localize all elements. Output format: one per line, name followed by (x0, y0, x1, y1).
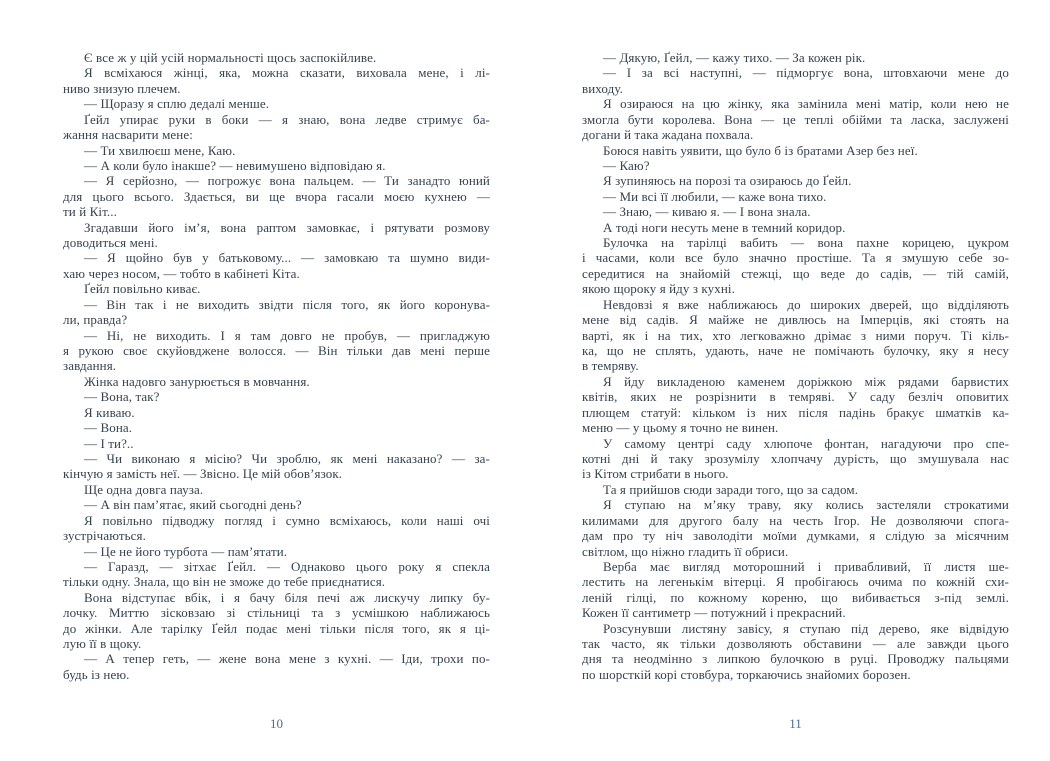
text-line: я рукою своє скуйовджене волосся. — Він тільки дав мені перше (63, 343, 490, 359)
page-number-right: 11 (789, 716, 802, 731)
text-line: — Ні, не виходить. І я там довго не пробув, — пригладжую (84, 327, 490, 343)
text-line: — І ти?.. (84, 435, 134, 451)
text-line: — Каю? (603, 157, 650, 173)
text-line: Булочка на тарілці вабить — вона пахне корицею, цукром (603, 235, 1009, 251)
text-line: меню — у цьому я точно не винен. (582, 420, 779, 436)
text-line: — Ми всі її любили, — каже вона тихо. (603, 188, 827, 204)
text-line: Ґейл повільно киває. (84, 281, 201, 297)
text-line: лестить на легенькім вітерці. Я пробігаюсь очима по кожній схи- (582, 574, 1009, 590)
text-line: кінчую я замість неї. — Звісно. Це мій обов’язок. (63, 466, 343, 482)
text-line: леній гілці, по кожному кореню, що вибивається з-під землі. (582, 589, 1009, 605)
text-line: завдання. (63, 358, 117, 374)
text-line: Жінка надовго занурюється в мовчання. (84, 373, 310, 389)
text-line: в темряву. (582, 358, 639, 374)
page-left-text (63, 50, 490, 682)
text-line: У самому центрі саду хлюпоче фонтан, нагадуючи про спе- (603, 435, 1009, 451)
text-line: — А тепер геть, — жене вона мене з кухні. — Іди, трохи по- (84, 651, 490, 667)
text-line: плющем статуй: кільком із них після падінь бракує шматків ка- (582, 404, 1009, 420)
text-line: із Кітом стрибати в нього. (582, 466, 729, 482)
text-line: Та я прийшов сюди заради того, що за садом. (603, 481, 859, 497)
text-line: тільки одну. Знала, що він не зможе до тебе приєднатися. (63, 574, 386, 590)
text-line: Верба має вигляд моторошний і привабливий, її листя ше- (603, 558, 1009, 574)
text-line: лую її в щоку. (63, 636, 142, 652)
text-line: ниво знизую плечем. (63, 80, 181, 96)
text-line: — І за всі наступні, — підморгує вона, штовхаючи мене до (603, 65, 1009, 81)
text-line: Я всміхаюся жінці, яка, можна сказати, виховала мене, і лі- (84, 65, 490, 81)
page-number-left: 10 (270, 716, 283, 731)
text-line: — Гаразд, — зітхає Ґейл. — Однаково цього року я спекла (84, 558, 490, 574)
text-line: середитися на знайомій стежці, що веде до садів, — тій самій, (582, 265, 1009, 281)
text-line: зустрічаються. (63, 528, 146, 544)
text-line: ли, правда? (63, 312, 128, 328)
text-line: хаю через носом, — тобто в кабінеті Кіта. (63, 265, 300, 281)
text-line: і часами, коли все було значно простіше. Та я змушую себе зо- (582, 250, 1009, 266)
text-line: — Дякую, Ґейл, — кажу тихо. — За кожен рік. (603, 50, 866, 65)
text-line: Ще одна довга пауза. (84, 481, 204, 497)
text-line: Кожен її сантиметр — потужний і прекрасний. (582, 605, 846, 621)
text-line: Я зупиняюсь на порозі та озираюсь до Ґейл. (603, 173, 852, 189)
text-line: варті, як і на тих, хто легковажно дрімає з ними поруч. Ті кіль- (582, 327, 1009, 343)
text-line: Згадавши його ім’я, вона раптом замовкає, і рятувати розмову (84, 219, 490, 235)
text-line: — Вона, так? (84, 389, 160, 405)
text-line: Є все ж у цій усій нормальності щось заспокійливе. (84, 50, 377, 65)
text-line: котні дні й таку зрозумілу хлопчачу дурість, що змушувала нас (582, 450, 1009, 466)
text-line: ка, що не сплять, удають, наче не помічають булочку, яку я несу (582, 343, 1009, 359)
text-line: Я киваю. (84, 404, 135, 420)
text-line: доводиться мені. (63, 235, 158, 251)
text-line: будь із нею. (63, 666, 130, 682)
text-line: А тоді ноги несуть мене в темний коридор. (603, 219, 846, 235)
text-line: змогла бути королева. Вона — це теплі обійми та ласка, заслужені (582, 111, 1009, 127)
text-line: мене від садів. Я майже не дивлюсь на Імперців, які стоять на (582, 312, 1009, 328)
text-line: світлом, що ніжно гладить її обриси. (582, 543, 789, 559)
text-line: — Ти хвилюєш мене, Каю. (84, 142, 236, 158)
text-line: жання насварити мене: (63, 127, 193, 143)
text-line: Невдовзі я вже наближаюсь до широких дверей, що відділяють (603, 296, 1009, 312)
text-line: — А коли було інакше? — невимушено відповідаю я. (84, 157, 386, 173)
text-line: дам про ту ніч заволодіти моїми думками, я слідую за місячним (582, 528, 1009, 544)
text-line: Я озираюся на цю жінку, яка замінила мені матір, коли нею не (603, 96, 1009, 112)
text-line: — А він пам’ятає, який сьогодні день? (84, 497, 302, 513)
text-line: Ґейл упирає руки в боки — я знаю, вона ледве стримує ба- (84, 111, 490, 127)
text-line: Вона відступає вбік, і я бачу біля печі аж лискучу липку бу- (84, 589, 490, 605)
text-line: дня та неодмінно з липкою булочкою в руці. Проводжу пальцями (582, 651, 1009, 667)
page-left (63, 50, 490, 750)
text-line: якою щороку я йду з кухні. (582, 281, 735, 297)
page-right-text (582, 50, 1009, 682)
text-line: — Я щойно був у батьковому... — замовкаю та шумно види- (84, 250, 490, 266)
text-line: до жінки. Але тарілку Ґейл подає мені тільки після того, як я ці- (63, 620, 490, 636)
text-line: по шорсткій корі стовбура, торкаючись знайомих борозен. (582, 666, 911, 682)
text-line: для цього всього. Здається, ви ще вчора гасали моєю кухнею — (63, 188, 490, 204)
text-line: Боюся навіть уявити, що було б із братами Азер без неї. (603, 142, 918, 158)
text-line: так часто, як тільки дозволяють обставини — але завжди цього (582, 636, 1009, 652)
text-line: Я ступаю на м’яку траву, яку колись застеляли строкатими (603, 497, 1009, 513)
text-line: Розсунувши листяну завісу, я ступаю під дерево, яке відвідую (603, 620, 1009, 636)
text-line: квітів, яких не розрізнити в темряві. У саду безліч оповитих (582, 389, 1009, 405)
text-line: — Це не його турбота — пам’ятати. (84, 543, 288, 559)
text-line: — Вона. (84, 420, 133, 436)
text-line: виходу. (582, 80, 623, 96)
text-line: — Знаю, — киваю я. — І вона знала. (603, 204, 811, 220)
text-line: килимами для другого балу на честь Ігор. Не дозволяючи спога- (582, 512, 1009, 528)
text-line: — Щоразу я сплю дедалі менше. (84, 96, 270, 112)
text-line: Я повільно підводжу погляд і сумно всміхаюсь, коли наші очі (84, 512, 490, 528)
text-line: догани й така жадана похвала. (582, 127, 754, 143)
text-line: лочку. Миттю зісковзаю зі стільниці та з усмішкою наближаюсь (63, 605, 490, 621)
text-line: — Я серйозно, — погрожує вона пальцем. — Ти занадто юний (84, 173, 490, 189)
page-right (582, 50, 1009, 750)
text-line: Я йду викладеною каменем доріжкою між рядами барвистих (603, 373, 1009, 389)
text-line: ти й Кіт... (63, 204, 117, 220)
text-line: — Чи виконаю я місію? Чи зроблю, як мені наказано? — за- (84, 450, 490, 466)
text-line: — Він так і не виходить звідти після того, як його коронува- (84, 296, 490, 312)
